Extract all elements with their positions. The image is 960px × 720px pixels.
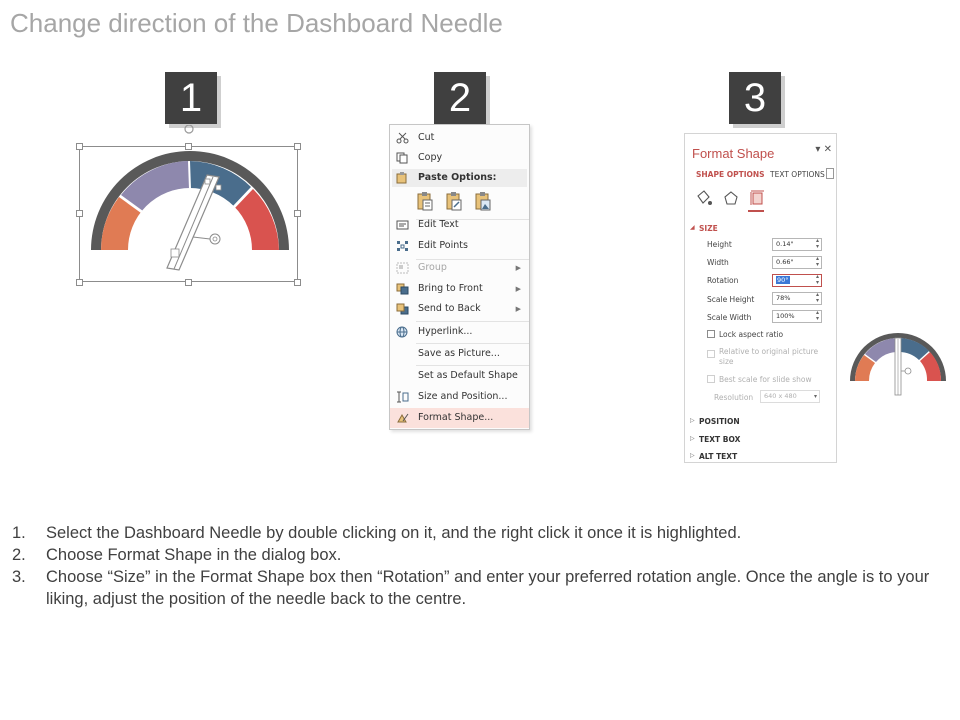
menu-item-set-default-shape[interactable]: Set as Default Shape (418, 370, 518, 381)
section-text-box[interactable]: ▷ TEXT BOX (690, 435, 741, 444)
hyperlink-icon (396, 326, 409, 338)
resolution-label: Resolution (714, 393, 754, 402)
menu-item-hyperlink[interactable]: Hyperlink... (390, 322, 529, 342)
context-menu (389, 124, 530, 430)
menu-item-send-to-back[interactable]: Send to Back ▶ (390, 299, 529, 319)
dashboard-gauge-small (848, 333, 948, 397)
step-badge-2: 2 (434, 72, 486, 124)
shape-option-icon-row (695, 190, 775, 208)
pane-controls[interactable] (815, 144, 832, 155)
width-input[interactable]: 0.66" ▴ ▾ (772, 256, 822, 269)
paste-icon-row (416, 191, 500, 215)
menu-item-edit-points[interactable]: Edit Points (390, 236, 529, 256)
best-scale-checkbox[interactable] (707, 375, 715, 383)
tab-shape-options[interactable]: SHAPE OPTIONS (696, 170, 765, 179)
fill-line-icon[interactable] (698, 191, 712, 205)
copy-icon (396, 152, 409, 164)
dashboard-gauge[interactable] (79, 125, 301, 285)
rotation-input[interactable]: 90° ▴ ▾ (772, 274, 822, 287)
menu-item-group[interactable]: Group ▶ (390, 258, 529, 278)
send-back-icon (396, 303, 409, 315)
paste-keep-formatting-icon[interactable] (416, 191, 434, 211)
rotate-handle-icon[interactable] (185, 125, 193, 133)
menu-item-copy[interactable]: Copy (390, 148, 529, 168)
step-badge-3: 3 (729, 72, 781, 124)
pane-scroll-thumb[interactable] (826, 168, 834, 179)
instruction-item: 1. Select the Dashboard Needle by double clicking on it, and the right click it once it is highlighted. (12, 524, 742, 542)
bring-front-icon (396, 283, 409, 295)
format-pane-title: Format Shape (692, 146, 775, 161)
menu-item-edit-text[interactable]: Edit Text (390, 215, 529, 235)
section-alt-text[interactable]: ▷ ALT TEXT (690, 452, 738, 461)
relative-original-label: Relative to original picture size (719, 347, 819, 366)
scale-width-label: Scale Width (707, 313, 752, 322)
scissors-icon (396, 132, 409, 144)
paste-picture-icon[interactable] (474, 191, 492, 211)
resolution-select[interactable]: 640 x 480 ▾ (760, 390, 820, 403)
scale-height-label: Scale Height (707, 295, 755, 304)
menu-item-bring-to-front[interactable]: Bring to Front ▶ (390, 279, 529, 299)
group-icon (396, 262, 409, 274)
lock-aspect-checkbox[interactable] (707, 330, 715, 338)
height-label: Height (707, 240, 732, 249)
paste-icon (396, 172, 409, 184)
relative-original-checkbox[interactable] (707, 350, 715, 358)
section-size[interactable]: ◢ SIZE (690, 224, 718, 233)
scale-width-input[interactable]: 100% ▴ ▾ (772, 310, 822, 323)
edit-points-icon (396, 240, 409, 252)
scale-height-input[interactable]: 78% ▴ ▾ (772, 292, 822, 305)
menu-item-cut[interactable]: Cut (390, 128, 529, 148)
instruction-list (12, 522, 932, 610)
paste-options-header: Paste Options: (392, 169, 527, 187)
slide-title: Change direction of the Dashboard Needle (10, 8, 503, 38)
size-properties-icon[interactable] (751, 191, 764, 205)
close-icon[interactable]: ✕ (823, 144, 832, 155)
rotation-label: Rotation (707, 276, 739, 285)
submenu-arrow-icon: ▶ (515, 264, 521, 272)
submenu-arrow-icon: ▶ (515, 305, 521, 313)
instruction-item: 3. Choose “Size” in the Format Shape box then “Rotation” and enter your preferred rotation angle. Once the angle is to your liking, adjust the position of the needle back to the centre. (12, 568, 930, 608)
lock-aspect-label: Lock aspect ratio (719, 330, 784, 339)
height-input[interactable]: 0.14" ▴ ▾ (772, 238, 822, 251)
menu-item-format-shape[interactable]: Format Shape... (390, 408, 529, 428)
format-shape-pane (684, 133, 837, 463)
edit-text-icon (396, 219, 409, 231)
step-badge-1: 1 (165, 72, 217, 124)
section-position[interactable]: ▷ POSITION (690, 417, 740, 426)
tab-text-options[interactable]: TEXT OPTIONS (770, 170, 825, 179)
dropdown-arrow-icon[interactable]: ▾ (815, 144, 821, 155)
paste-use-destination-icon[interactable] (445, 191, 463, 211)
submenu-arrow-icon: ▶ (515, 285, 521, 293)
menu-item-size-and-position[interactable]: Size and Position... (390, 387, 529, 407)
width-label: Width (707, 258, 729, 267)
size-position-icon (396, 391, 409, 403)
menu-item-save-as-picture[interactable]: Save as Picture... (418, 348, 500, 359)
format-shape-icon (396, 412, 409, 424)
effects-icon[interactable] (725, 192, 737, 204)
best-scale-label: Best scale for slide show (719, 375, 812, 384)
instruction-item: 2. Choose Format Shape in the dialog box. (12, 546, 342, 564)
gauge-segment-purple (121, 161, 189, 211)
